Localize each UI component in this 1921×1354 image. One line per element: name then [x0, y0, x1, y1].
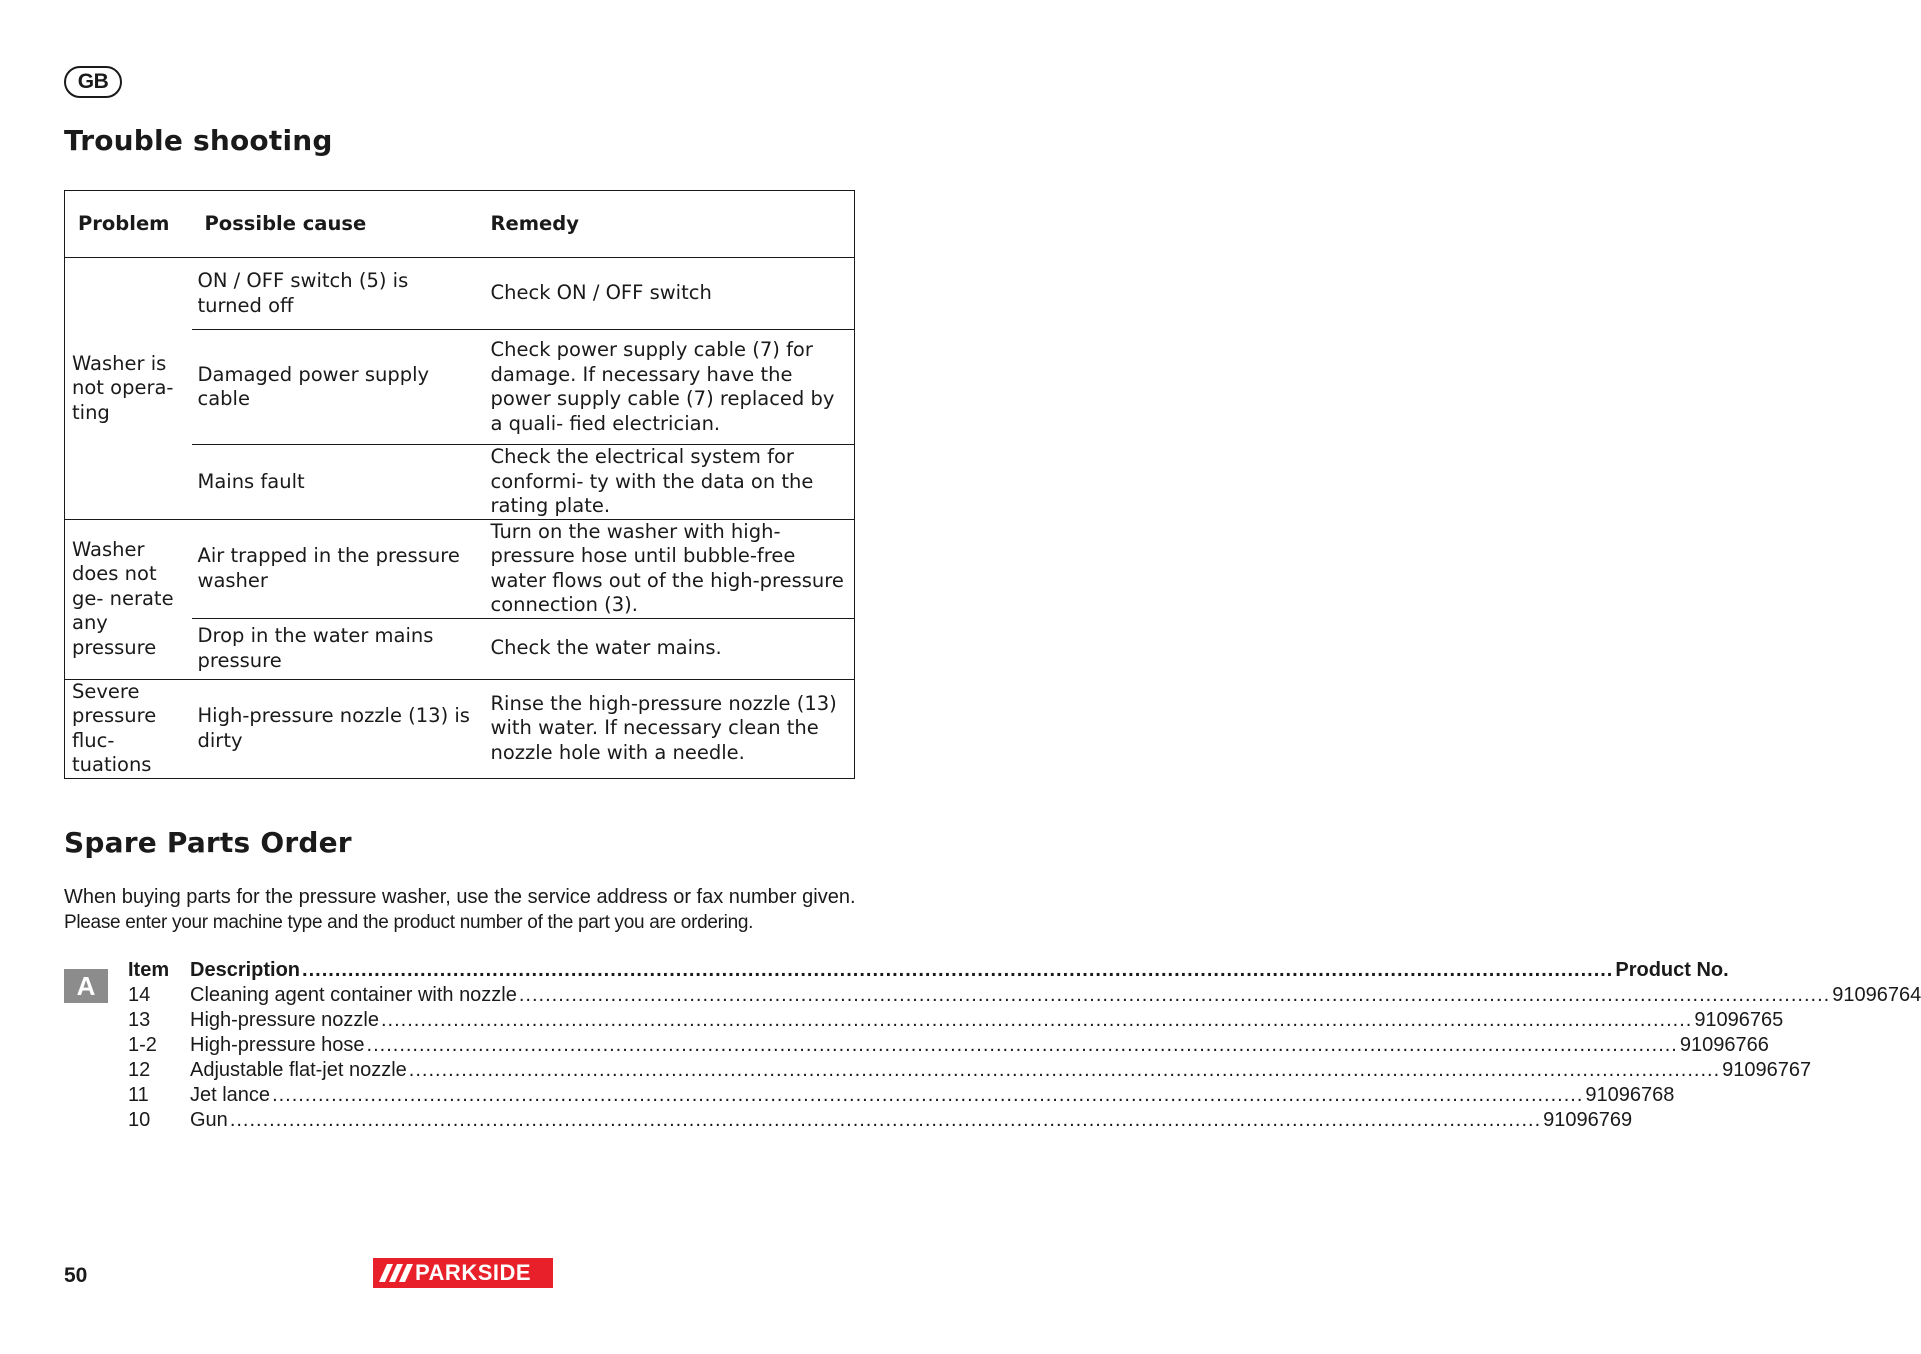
brand-name: PARKSIDE	[415, 1260, 532, 1285]
cause-cell: High-pressure nozzle (13) is dirty	[197, 704, 470, 752]
part-item: 11	[128, 1084, 149, 1106]
part-description: High-pressure hose	[190, 1034, 365, 1056]
remedy-cell: Check the electrical system for conformi- ty with the data on the rating plate.	[490, 445, 814, 517]
header-item: Item	[128, 959, 170, 981]
header-possible-cause: Possible cause	[204, 211, 367, 235]
list-item	[128, 1008, 1784, 1033]
cause-cell: Damaged power supply cable	[192, 330, 485, 445]
dot-leader: ........................................................................................................................................................................................................	[380, 1009, 1693, 1031]
table-row	[65, 258, 855, 330]
problem-cell: Washer does not ge- nerate any pressure	[65, 519, 192, 679]
dot-leader: ........................................................................................................................................................................................................	[366, 1034, 1678, 1056]
remedy-cell: Check power supply cable (7) for damage. If necessary have the power supply cable (7) replaced by a quali- fied electrician.	[485, 330, 855, 445]
problem-cell: Washer is not opera- ting	[65, 258, 192, 520]
logo-stripes-icon	[373, 1258, 415, 1288]
part-product-no: 91096768	[1585, 1084, 1675, 1106]
cause-cell: Air trapped in the pressure washer	[192, 519, 485, 618]
parts-header-row	[128, 958, 1729, 983]
part-description: High-pressure nozzle	[190, 1009, 379, 1031]
header-description: Description	[190, 959, 301, 981]
language-badge: GB	[64, 66, 122, 98]
part-product-no: 91096769	[1543, 1109, 1633, 1131]
part-item: 13	[128, 1009, 151, 1031]
header-remedy: Remedy	[490, 211, 579, 235]
remedy-cell: Turn on the washer with high-pressure hose until bubble-free water flows out of the high-pressure connection (3).	[485, 519, 855, 618]
remedy-cell: Check the water mains.	[490, 636, 722, 660]
brand-logo	[373, 1258, 553, 1288]
page-number: 50	[64, 1264, 88, 1287]
part-description: Jet lance	[190, 1084, 271, 1106]
troubleshooting-title: Trouble shooting	[64, 124, 333, 157]
dot-leader: ........................................................................................................................................................................................................	[302, 959, 1614, 981]
intro-line-1: When buying parts for the pressure washer, use the service address or fax number given.	[64, 886, 856, 908]
part-item: 1-2	[128, 1034, 157, 1056]
header-problem: Problem	[78, 211, 170, 235]
spare-parts-intro	[64, 885, 864, 935]
parts-list	[128, 958, 1921, 1133]
part-item: 14	[128, 984, 151, 1006]
part-product-no: 91096764	[1832, 984, 1921, 1006]
part-product-no: 91096765	[1694, 1009, 1784, 1031]
troubleshooting-table	[64, 190, 855, 779]
section-marker: A	[64, 969, 108, 1003]
cause-cell: Drop in the water mains pressure	[197, 624, 434, 672]
part-product-no: 91096766	[1679, 1034, 1769, 1056]
table-row	[65, 679, 855, 778]
part-product-no: 91096767	[1722, 1059, 1812, 1081]
spare-parts-title: Spare Parts Order	[64, 826, 352, 859]
list-item	[128, 1033, 1769, 1058]
dot-leader: ........................................................................................................................................................................................................	[518, 984, 1831, 1006]
intro-line-2: Please enter your machine type and the product number of the part you are ordering.	[64, 912, 754, 933]
cause-cell: Mains fault	[197, 469, 305, 493]
dot-leader: ........................................................................................................................................................................................................	[272, 1084, 1584, 1106]
problem-cell: Severe pressure fluc- tuations	[72, 679, 157, 776]
table-header-row	[65, 191, 855, 258]
list-item	[128, 1108, 1633, 1133]
remedy-cell: Check ON / OFF switch	[485, 258, 855, 330]
list-item	[128, 1058, 1812, 1083]
dot-leader: ........................................................................................................................................................................................................	[408, 1059, 1721, 1081]
list-item	[128, 1083, 1675, 1108]
list-item	[128, 983, 1921, 1008]
part-description: Adjustable flat-jet nozzle	[190, 1059, 407, 1081]
table-row	[65, 519, 855, 618]
part-description: Cleaning agent container with nozzle	[190, 984, 517, 1006]
header-product-no: Product No.	[1615, 959, 1729, 981]
dot-leader: ........................................................................................................................................................................................................	[229, 1109, 1542, 1131]
part-description: Gun	[190, 1109, 228, 1131]
cause-cell: ON / OFF switch (5) is turned off	[192, 258, 485, 330]
part-item: 10	[128, 1109, 151, 1131]
part-item: 12	[128, 1059, 151, 1081]
remedy-cell: Rinse the high-pressure nozzle (13) with water. If necessary clean the nozzle hole with a needle.	[490, 691, 837, 764]
